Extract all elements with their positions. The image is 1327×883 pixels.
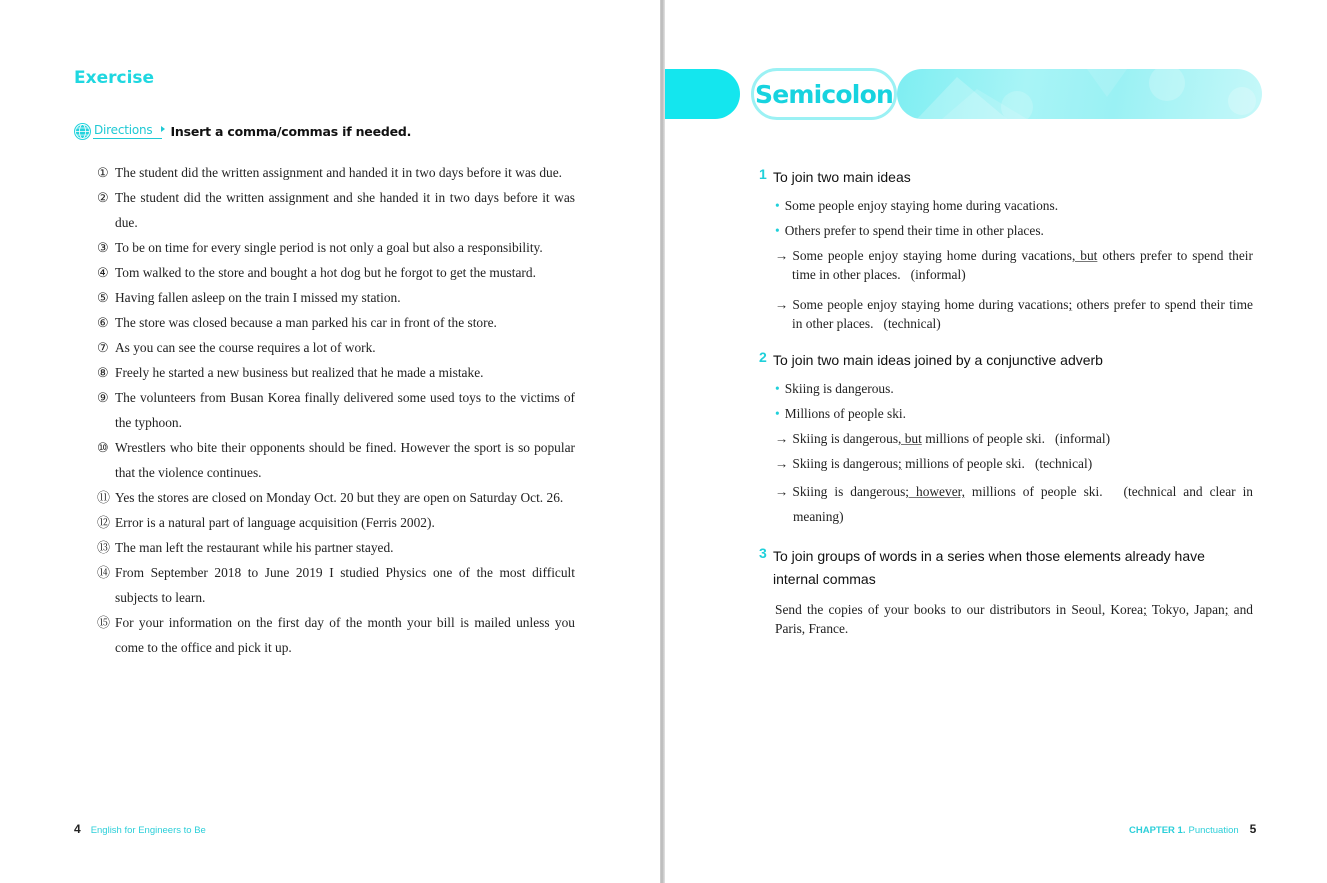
punctuation-mark: ; however, xyxy=(905,484,965,499)
rule-heading: To join groups of words in a series when those elements already have internal commas xyxy=(773,548,1205,587)
arrow-example: → Some people enjoy staying home during vacations, but others prefer to spend their time in other places. (informal) xyxy=(775,248,1253,282)
exercise-item xyxy=(97,335,575,360)
bullet-icon: • xyxy=(775,223,780,238)
exercise-text: From September 2018 to June 2019 I studied Physics one of the most difficult subjects to learn. xyxy=(115,565,575,605)
exercise-number: ⑫ xyxy=(97,515,111,530)
register-note: (technical) xyxy=(883,316,941,331)
arrow-example: → Skiing is dangerous; millions of people ski. (technical) xyxy=(775,456,1093,471)
exercise-text: The man left the restaurant while his partner stayed. xyxy=(115,540,394,555)
globe-icon xyxy=(74,123,91,140)
exercise-item xyxy=(97,185,575,235)
exercise-number: ⑬ xyxy=(97,540,111,555)
banner-pattern-icon xyxy=(897,69,1262,119)
rule-1 xyxy=(759,166,1259,189)
rule-2 xyxy=(759,349,1259,372)
arrow-icon: → xyxy=(775,456,789,471)
section-title: Exercise xyxy=(74,68,155,88)
exercise-item xyxy=(97,360,575,385)
arrow-icon: → xyxy=(775,431,789,446)
rule-3 xyxy=(759,545,1254,591)
exercise-item xyxy=(97,560,575,610)
bullet-example: • Skiing is dangerous. xyxy=(775,381,894,396)
exercise-text: As you can see the course requires a lot of work. xyxy=(115,340,376,355)
exercise-text: The volunteers from Busan Korea finally delivered some used toys to the victims of the typhoon. xyxy=(115,390,575,430)
exercise-item xyxy=(97,260,575,285)
banner-decoration xyxy=(897,69,1262,119)
register-note: (technical) xyxy=(1034,456,1093,471)
directions-badge xyxy=(74,123,162,140)
exercise-text: Wrestlers who bite their opponents should be fined. However the sport is so popular that the violence continues. xyxy=(115,440,575,480)
punctuation-mark: , but xyxy=(1071,248,1098,263)
exercise-text: Freely he started a new business but realized that he made a mistake. xyxy=(115,365,484,380)
left-page xyxy=(0,0,660,883)
left-footer xyxy=(74,822,206,836)
register-note: (informal) xyxy=(910,267,966,282)
exercise-text: Error is a natural part of language acquisition (Ferris 2002). xyxy=(115,515,435,530)
banner-title: Semicolon xyxy=(755,79,893,109)
page-number: 5 xyxy=(1249,822,1257,836)
exercise-item xyxy=(97,310,575,335)
exercise-item xyxy=(97,510,575,535)
arrow-icon: → xyxy=(775,297,789,312)
exercise-item xyxy=(97,160,575,185)
exercise-number: ⑮ xyxy=(97,615,111,630)
register-note: (technical and clear in meaning) xyxy=(793,484,1253,524)
exercise-text: Tom walked to the store and bought a hot dog but he forgot to get the mustard. xyxy=(115,265,536,280)
punctuation-mark: , but xyxy=(898,431,922,446)
right-footer xyxy=(1129,822,1256,836)
exercise-text: The student did the written assignment and handed it in two days before it was due. xyxy=(115,165,562,180)
arrow-icon: → xyxy=(775,484,789,499)
rule-number: 1 xyxy=(759,166,767,182)
directions-row xyxy=(74,120,411,142)
arrow-example: → Skiing is dangerous; however, millions of people ski. (technical and clear in meaning) xyxy=(775,484,1253,524)
exercise-item xyxy=(97,535,575,560)
exercise-number: ③ xyxy=(97,240,109,255)
directions-text: Insert a comma/commas if needed. xyxy=(170,123,412,139)
exercise-item xyxy=(97,385,575,435)
exercise-text: For your information on the first day of the month your bill is mailed unless you come to the office and pick it up. xyxy=(115,615,575,655)
exercise-number: ⑦ xyxy=(97,340,109,355)
page-number: 4 xyxy=(74,822,81,836)
register-note: (informal) xyxy=(1055,431,1111,446)
punctuation-mark: ; xyxy=(898,456,902,471)
exercise-number: ⑥ xyxy=(97,315,109,330)
exercise-text: Yes the stores are closed on Monday Oct. 20 but they are open on Saturday Oct. 26. xyxy=(115,490,564,505)
section-banner xyxy=(665,68,1262,120)
bullet-example: • Some people enjoy staying home during vacations. xyxy=(775,198,1059,213)
exercise-text: The student did the written assignment and she handed it in two days before it was due. xyxy=(115,190,575,230)
exercise-list xyxy=(97,160,575,660)
bullet-icon: • xyxy=(775,381,780,396)
exercise-text: Having fallen asleep on the train I missed my station. xyxy=(115,290,401,305)
exercise-number: ② xyxy=(97,190,109,205)
exercise-item xyxy=(97,235,575,260)
bullet-icon: • xyxy=(775,406,780,421)
rule-number: 3 xyxy=(759,545,767,561)
exercise-item xyxy=(97,610,575,660)
exercise-number: ⑨ xyxy=(97,390,109,405)
exercise-item xyxy=(97,285,575,310)
exercise-number: ① xyxy=(97,165,109,180)
directions-label: Directions xyxy=(93,123,162,139)
exercise-number: ⑪ xyxy=(97,490,111,505)
exercise-item xyxy=(97,435,575,485)
exercise-number: ④ xyxy=(97,265,109,280)
exercise-number: ⑤ xyxy=(97,290,109,305)
punctuation-mark: ; xyxy=(1143,602,1147,617)
chapter-name: Punctuation xyxy=(1188,825,1239,836)
rule-heading: To join two main ideas xyxy=(773,169,911,185)
arrow-icon: → xyxy=(775,248,789,263)
bullet-icon: • xyxy=(775,198,780,213)
right-page xyxy=(665,0,1327,883)
punctuation-mark: ; xyxy=(1068,297,1073,312)
series-example: Send the copies of your books to our distributors in Seoul, Korea; Tokyo, Japan; and Paris, France. xyxy=(775,602,1253,636)
exercise-number: ⑭ xyxy=(97,565,111,580)
banner-tab xyxy=(665,69,740,119)
chapter-label: CHAPTER 1. xyxy=(1129,825,1186,836)
exercise-text: The store was closed because a man parked his car in front of the store. xyxy=(115,315,497,330)
bullet-example: • Millions of people ski. xyxy=(775,406,906,421)
book-title: English for Engineers to Be xyxy=(90,825,206,836)
banner-title-box xyxy=(751,68,897,120)
bullet-example: • Others prefer to spend their time in other places. xyxy=(775,223,1044,238)
exercise-item xyxy=(97,485,575,510)
rule-heading: To join two main ideas joined by a conjunctive adverb xyxy=(773,352,1103,368)
exercise-text: To be on time for every single period is not only a goal but also a responsibility. xyxy=(115,240,543,255)
arrow-example: → Some people enjoy staying home during vacations; others prefer to spend their time in other places. (technical) xyxy=(775,297,1253,331)
exercise-number: ⑩ xyxy=(97,440,109,455)
punctuation-mark: ; xyxy=(1224,602,1229,617)
arrow-example: → Skiing is dangerous, but millions of people ski. (informal) xyxy=(775,431,1111,446)
exercise-number: ⑧ xyxy=(97,365,109,380)
rule-number: 2 xyxy=(759,349,767,365)
